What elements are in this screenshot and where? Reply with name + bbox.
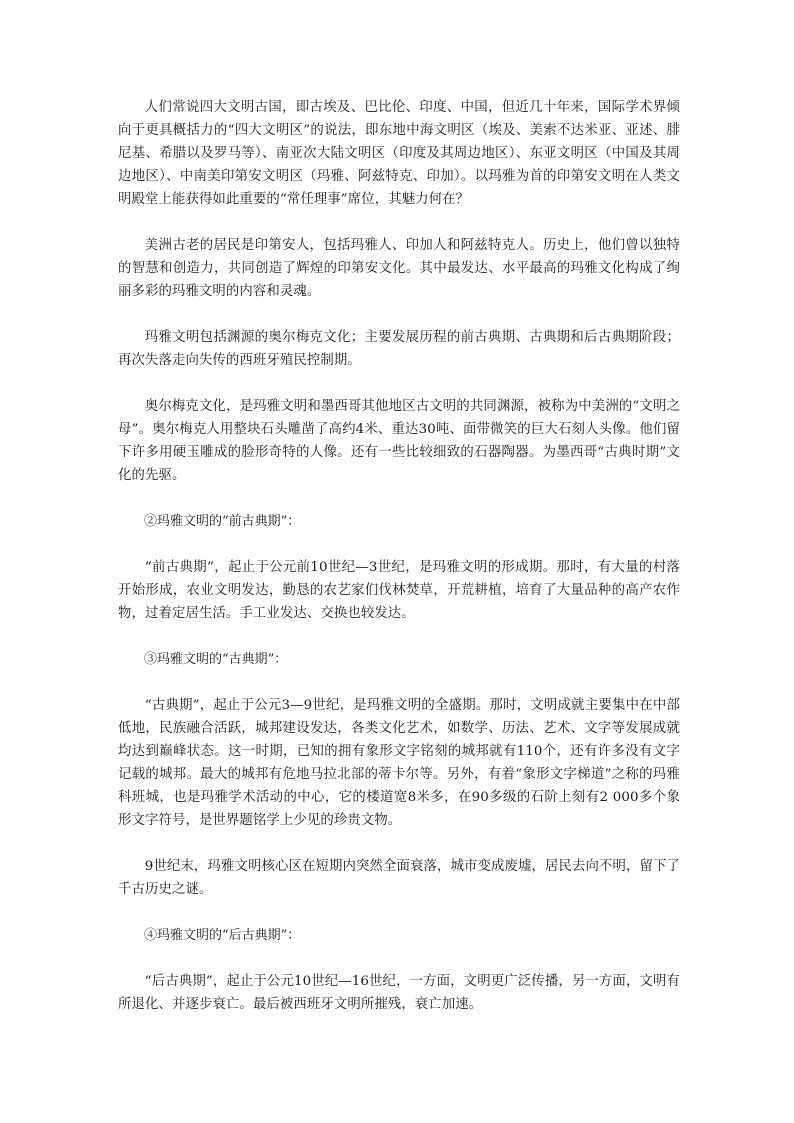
document-body [118, 96, 680, 1039]
paragraph-classic: “古典期”，起止于公元3—9世纪，是玛雅文明的全盛期。那时，文明成就主要集中在中部低地，民族融合活跃，城邦建设发达，各类文化艺术，如数学、历法、艺术、文字等发展成就均达到巅峰状态。这一时期，已知的拥有象形文字铭刻的城邦就有110个，还有许多没有文字记载的城邦。最大的城邦有危地马拉北部的蒂卡尔等。另外，有着“象形文字梯道”之称的玛雅科班城，也是玛雅学术活动的中心，它的楼道宽8米多，在90多级的石阶上刻有2 000多个象形文字符号，是世界题铭学上少见的珍贵文物。 [118, 698, 680, 828]
paragraph-collapse: 9世纪末，玛雅文明核心区在短期内突然全面衰落，城市变成废墟，居民去向不明，留下了千古历史之谜。 [118, 859, 680, 897]
section-heading-classic: ③玛雅文明的“古典期”： [144, 652, 288, 667]
paragraph-preclassic: “前古典期”，起止于公元前10世纪—3世纪，是玛雅文明的形成期。那时，有大量的村落开始形成，农业文明发达，勤恳的农艺家们伐林焚草，开荒耕植，培育了大量品种的高产农作物，过着定居生活。手工业发达、交换也较发达。 [118, 560, 680, 621]
paragraph-postclassic: “后古典期”，起止于公元10世纪—16世纪，一方面，文明更广泛传播，另一方面，文明有所退化、并逐步衰亡。最后被西班牙文明所摧残，衰亡加速。 [118, 974, 680, 1012]
section-heading-postclassic: ④玛雅文明的“后古典期”： [144, 928, 301, 943]
section-heading-preclassic: ②玛雅文明的“前古典期”： [144, 514, 301, 529]
paragraph-four-civilizations: 人们常说四大文明古国，即古埃及、巴比伦、印度、中国，但近几十年来，国际学术界倾向于更具概括力的“四大文明区”的说法，即东地中海文明区（埃及、美索不达米亚、亚述、腓尼基、希腊以及罗马等）、南亚次大陆文明区（印度及其周边地区）、东亚文明区（中国及其周边地区）、中南美印第安文明区（玛雅、阿兹特克、印加）。以玛雅为首的印第安文明在人类文明殿堂上能获得如此重要的“常任理事”席位，其魅力何在？ [118, 100, 680, 207]
paragraph-olmec-culture: 奥尔梅克文化，是玛雅文明和墨西哥其他地区古文明的共同渊源，被称为中美洲的“文明之母”。奥尔梅克人用整块石头雕凿了高约4米、重达30吨、面带微笑的巨大石刻人头像。他们留下许多用硬玉雕成的脸形奇特的人像。还有一些比较细致的石器陶器。为墨西哥“古典时期”文化的先驱。 [118, 399, 680, 483]
paragraph-maya-stages: 玛雅文明包括渊源的奥尔梅克文化；主要发展历程的前古典期、古典期和后古典期阶段；再次失落走向失传的西班牙殖民控制期。 [118, 330, 680, 368]
paragraph-indian-culture: 美洲古老的居民是印第安人，包括玛雅人、印加人和阿兹特克人。历史上，他们曾以独特的智慧和创造力，共同创造了辉煌的印第安文化。其中最发达、水平最高的玛雅文化构成了绚丽多彩的玛雅文明的内容和灵魂。 [118, 238, 680, 299]
